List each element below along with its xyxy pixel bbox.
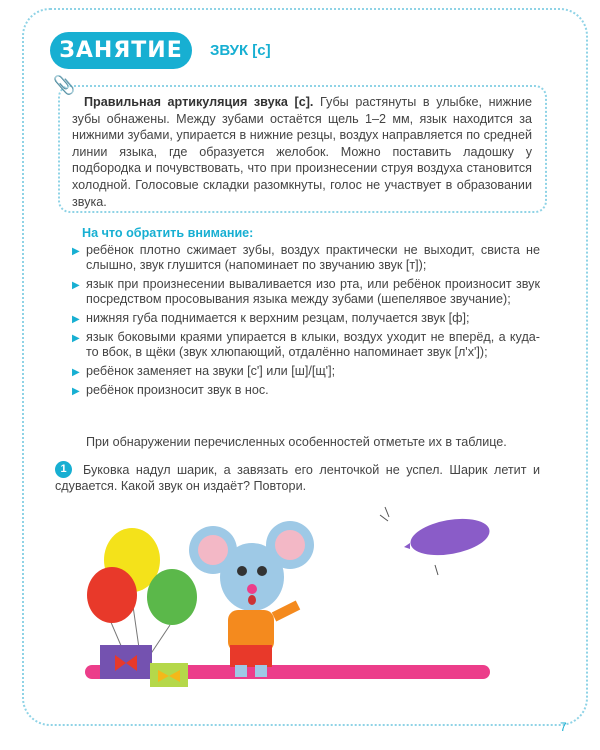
attention-title: На что обратить внимание: [82,226,254,240]
list-item-text: язык боковыми краями упирается в клыки, воздух уходит не вперёд, а куда-то вбок, в щёки (звук хлюпающий, отдалённо напоминает звук [л'х']); [86,330,540,359]
articulation-title: Правильная артикуляция звука [с]. [84,95,314,109]
lesson-badge: ЗАНЯТИЕ 2 [50,32,192,69]
articulation-text [72,94,532,210]
articulation-body: Губы растянуты в улыбке, нижние зубы обнажены. Между зубами остаётся щель 1–2 мм, язык находится за нижними зубами, упирается в нижние резцы, воздух направляется по средней линии языка, где образуется желобок. Можно поставить ладошку у подбородка и почувствовать, что при произнесении струя воздуха становится холодной. Голосовые складки разомкнуты, голос не участвует в образовании звука. [72,95,532,209]
list-item-text: нижняя губа поднимается к верхним резцам, получается звук [ф]; [86,311,470,325]
balloons [87,528,197,655]
lesson-topic: ЗВУК [с] [210,42,271,59]
deflating-balloon [380,507,492,575]
list-item [72,330,540,360]
paperclip-icon: 📎 [53,75,76,95]
list-item [72,383,540,398]
illustration [80,505,520,705]
task-text: Буковка надул шарик, а завязать его ленточкой не успел. Шарик летит и сдувается. Какой звук он издаёт? Повтори. [55,463,540,493]
list-item [72,277,540,307]
attention-list [72,243,540,402]
bullet-icon: ▶ [72,333,80,344]
attention-note: При обнаружении перечисленных особенностей отметьте их в таблице. [86,435,507,449]
bullet-icon: ▶ [72,280,80,291]
mouse-character [189,521,314,677]
list-item [72,243,540,273]
gift-green [150,663,188,687]
bullet-icon: ▶ [72,246,80,257]
list-item [72,364,540,379]
list-item-text: ребёнок произносит звук в нос. [86,383,269,397]
task-number: 1 [55,461,72,478]
list-item-text: ребёнок плотно сжимает зубы, воздух практически не выходит, свиста не слышно, звук глушится (напоминает по звучанию звук [т]); [86,243,540,272]
bullet-icon: ▶ [72,367,80,378]
list-item-text: ребёнок заменяет на звуки [с'] или [ш]/[щ']; [86,364,336,378]
list-item [72,311,540,326]
gift-purple [100,645,152,679]
page-number: 7 [560,720,567,734]
bullet-icon: ▶ [72,314,80,325]
bullet-icon: ▶ [72,386,80,397]
list-item-text: язык при произнесении вываливается изо рта, или ребёнок произносит звук посредством просовывания языка между зубами (шепелявое звучание); [86,277,540,306]
